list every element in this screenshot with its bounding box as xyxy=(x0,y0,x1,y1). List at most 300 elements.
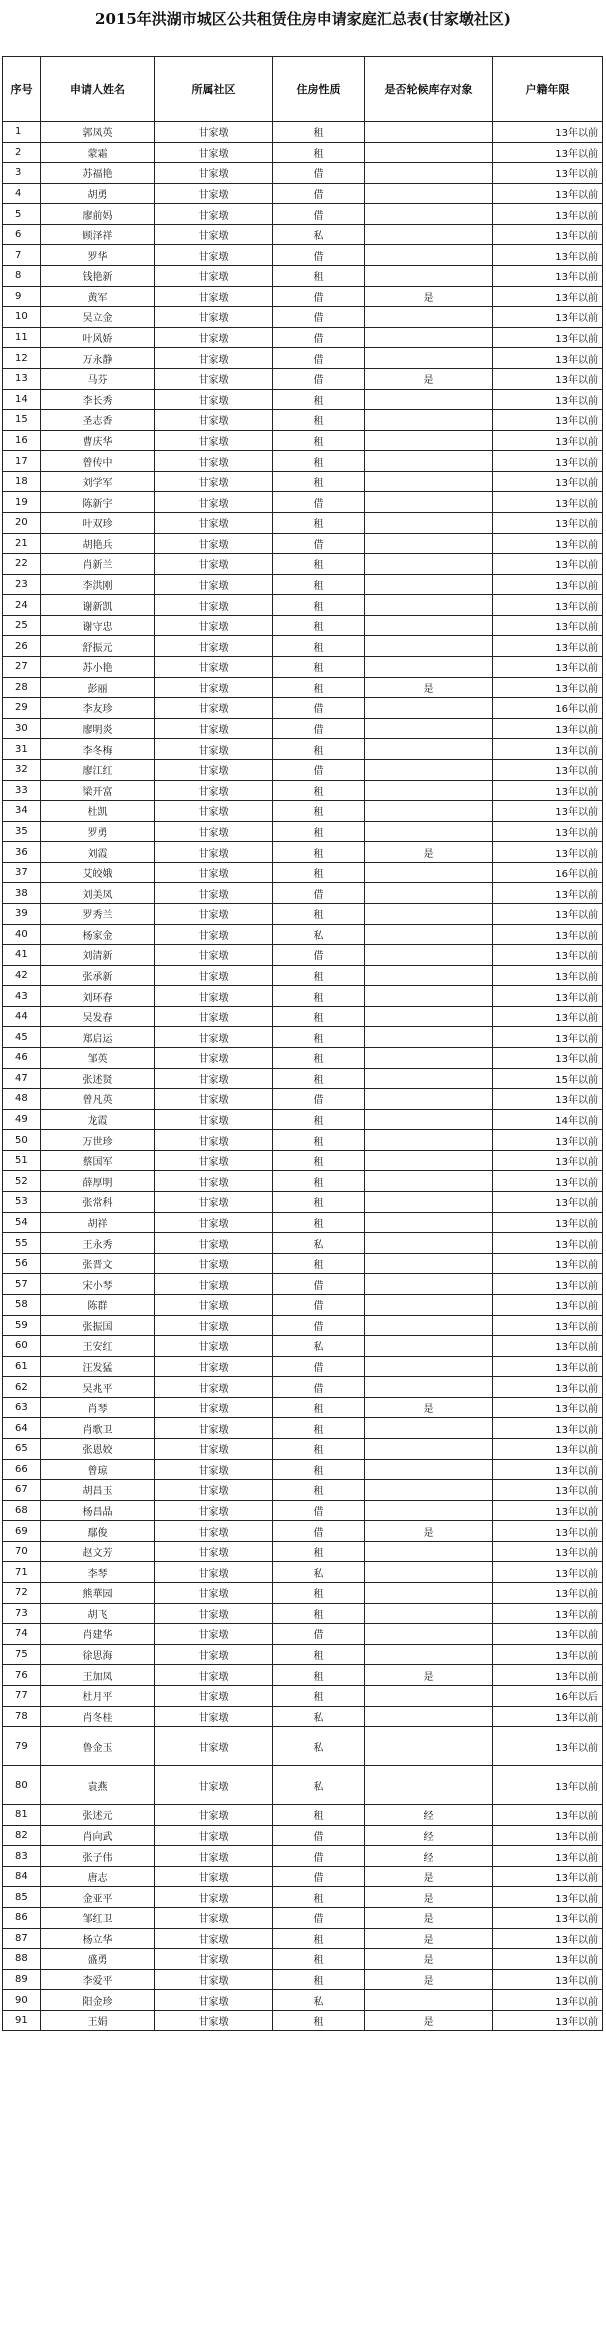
row-community: 甘家墩 xyxy=(155,1068,273,1089)
row-residency: 13年以前 xyxy=(493,718,603,739)
row-housing-type: 租 xyxy=(273,1480,365,1501)
row-residency: 16年以后 xyxy=(493,1685,603,1706)
row-name: 袁燕 xyxy=(41,1766,155,1805)
table-row xyxy=(3,924,603,945)
row-community: 甘家墩 xyxy=(155,1665,273,1686)
row-seq: 33 xyxy=(3,780,41,801)
row-community: 甘家墩 xyxy=(155,368,273,389)
row-housing-type: 租 xyxy=(273,862,365,883)
row-community: 甘家墩 xyxy=(155,1521,273,1542)
row-name: 曾琼 xyxy=(41,1459,155,1480)
row-community: 甘家墩 xyxy=(155,698,273,719)
table-row xyxy=(3,1624,603,1645)
row-housing-type: 租 xyxy=(273,1006,365,1027)
row-seq: 88 xyxy=(3,1949,41,1970)
row-community: 甘家墩 xyxy=(155,1541,273,1562)
row-seq: 82 xyxy=(3,1825,41,1846)
row-community: 甘家墩 xyxy=(155,780,273,801)
row-seq: 13 xyxy=(3,368,41,389)
row-community: 甘家墩 xyxy=(155,1274,273,1295)
row-community: 甘家墩 xyxy=(155,471,273,492)
row-name: 王娟 xyxy=(41,2010,155,2031)
row-waitlist: 是 xyxy=(365,1949,493,1970)
row-residency: 13年以前 xyxy=(493,883,603,904)
row-housing-type: 私 xyxy=(273,1990,365,2011)
row-community: 甘家墩 xyxy=(155,204,273,225)
row-community: 甘家墩 xyxy=(155,224,273,245)
row-name: 曾凡英 xyxy=(41,1089,155,1110)
row-name: 刘美凤 xyxy=(41,883,155,904)
row-waitlist xyxy=(365,430,493,451)
header-name: 申请人姓名 xyxy=(41,57,155,122)
row-community: 甘家墩 xyxy=(155,286,273,307)
row-residency: 13年以前 xyxy=(493,1825,603,1846)
row-community: 甘家墩 xyxy=(155,1397,273,1418)
row-name: 曾传中 xyxy=(41,451,155,472)
table-row xyxy=(3,1766,603,1805)
table-body xyxy=(3,122,603,2031)
row-seq: 36 xyxy=(3,842,41,863)
row-housing-type: 租 xyxy=(273,677,365,698)
row-name: 廖江红 xyxy=(41,759,155,780)
row-name: 张常科 xyxy=(41,1192,155,1213)
row-housing-type: 租 xyxy=(273,1805,365,1826)
row-housing-type: 租 xyxy=(273,1068,365,1089)
row-name: 胡艳兵 xyxy=(41,533,155,554)
table-row xyxy=(3,1027,603,1048)
row-waitlist xyxy=(365,615,493,636)
row-name: 金亚平 xyxy=(41,1887,155,1908)
row-residency: 13年以前 xyxy=(493,1727,603,1766)
table-row xyxy=(3,307,603,328)
row-community: 甘家墩 xyxy=(155,986,273,1007)
row-residency: 13年以前 xyxy=(493,1644,603,1665)
row-community: 甘家墩 xyxy=(155,1418,273,1439)
row-seq: 43 xyxy=(3,986,41,1007)
row-name: 苏福艳 xyxy=(41,163,155,184)
row-waitlist xyxy=(365,698,493,719)
row-name: 苏小艳 xyxy=(41,657,155,678)
row-waitlist xyxy=(365,1109,493,1130)
row-name: 张子伟 xyxy=(41,1846,155,1867)
row-community: 甘家墩 xyxy=(155,1949,273,1970)
row-name: 徐思海 xyxy=(41,1644,155,1665)
row-name: 肖新兰 xyxy=(41,554,155,575)
row-housing-type: 租 xyxy=(273,1665,365,1686)
table-row xyxy=(3,862,603,883)
row-community: 甘家墩 xyxy=(155,1336,273,1357)
row-housing-type: 租 xyxy=(273,1171,365,1192)
row-seq: 72 xyxy=(3,1583,41,1604)
table-header-row xyxy=(3,57,603,122)
row-name: 廖明炎 xyxy=(41,718,155,739)
row-seq: 70 xyxy=(3,1541,41,1562)
row-residency: 13年以前 xyxy=(493,1397,603,1418)
table-row xyxy=(3,986,603,1007)
table-row xyxy=(3,1685,603,1706)
row-seq: 90 xyxy=(3,1990,41,2011)
row-housing-type: 借 xyxy=(273,1846,365,1867)
row-community: 甘家墩 xyxy=(155,1027,273,1048)
row-seq: 3 xyxy=(3,163,41,184)
row-housing-type: 租 xyxy=(273,2010,365,2031)
table-row xyxy=(3,1541,603,1562)
row-seq: 74 xyxy=(3,1624,41,1645)
row-seq: 48 xyxy=(3,1089,41,1110)
row-residency: 13年以前 xyxy=(493,533,603,554)
row-community: 甘家墩 xyxy=(155,903,273,924)
row-name: 汪发猛 xyxy=(41,1356,155,1377)
table-row xyxy=(3,1665,603,1686)
row-name: 张述贤 xyxy=(41,1068,155,1089)
row-name: 肖建华 xyxy=(41,1624,155,1645)
table-row xyxy=(3,183,603,204)
row-name: 盛勇 xyxy=(41,1949,155,1970)
row-waitlist xyxy=(365,512,493,533)
row-housing-type: 租 xyxy=(273,1459,365,1480)
row-seq: 83 xyxy=(3,1846,41,1867)
row-residency: 13年以前 xyxy=(493,142,603,163)
row-waitlist xyxy=(365,1253,493,1274)
row-housing-type: 租 xyxy=(273,780,365,801)
row-community: 甘家墩 xyxy=(155,883,273,904)
row-name: 鄢俊 xyxy=(41,1521,155,1542)
table-row xyxy=(3,327,603,348)
row-seq: 1 xyxy=(3,122,41,143)
row-name: 鲁金玉 xyxy=(41,1727,155,1766)
row-residency: 13年以前 xyxy=(493,1006,603,1027)
row-housing-type: 借 xyxy=(273,204,365,225)
row-waitlist xyxy=(365,1274,493,1295)
row-residency: 13年以前 xyxy=(493,924,603,945)
row-housing-type: 租 xyxy=(273,821,365,842)
table-row xyxy=(3,1866,603,1887)
row-seq: 73 xyxy=(3,1603,41,1624)
table-row xyxy=(3,780,603,801)
row-waitlist xyxy=(365,1294,493,1315)
row-residency: 13年以前 xyxy=(493,410,603,431)
row-housing-type: 租 xyxy=(273,430,365,451)
row-residency: 13年以前 xyxy=(493,1336,603,1357)
table-row xyxy=(3,698,603,719)
table-row xyxy=(3,1887,603,1908)
row-waitlist xyxy=(365,266,493,287)
row-community: 甘家墩 xyxy=(155,1315,273,1336)
row-residency: 13年以前 xyxy=(493,1274,603,1295)
row-name: 圣志香 xyxy=(41,410,155,431)
row-residency: 13年以前 xyxy=(493,986,603,1007)
row-waitlist xyxy=(365,410,493,431)
row-seq: 63 xyxy=(3,1397,41,1418)
row-residency: 13年以前 xyxy=(493,1866,603,1887)
row-community: 甘家墩 xyxy=(155,1006,273,1027)
row-community: 甘家墩 xyxy=(155,410,273,431)
row-waitlist xyxy=(365,1006,493,1027)
row-name: 万永静 xyxy=(41,348,155,369)
row-waitlist xyxy=(365,1233,493,1254)
row-name: 黄军 xyxy=(41,286,155,307)
row-residency: 13年以前 xyxy=(493,2010,603,2031)
row-name: 蔡国军 xyxy=(41,1150,155,1171)
table-row xyxy=(3,1130,603,1151)
row-name: 顾泽祥 xyxy=(41,224,155,245)
row-seq: 7 xyxy=(3,245,41,266)
row-housing-type: 租 xyxy=(273,142,365,163)
row-waitlist xyxy=(365,554,493,575)
row-waitlist xyxy=(365,533,493,554)
table-row xyxy=(3,945,603,966)
row-seq: 60 xyxy=(3,1336,41,1357)
row-seq: 18 xyxy=(3,471,41,492)
row-waitlist xyxy=(365,986,493,1007)
table-row xyxy=(3,1439,603,1460)
row-waitlist xyxy=(365,924,493,945)
row-name: 罗秀兰 xyxy=(41,903,155,924)
row-community: 甘家墩 xyxy=(155,142,273,163)
table-row xyxy=(3,1048,603,1069)
row-residency: 13年以前 xyxy=(493,471,603,492)
row-residency: 13年以前 xyxy=(493,451,603,472)
table-row xyxy=(3,1315,603,1336)
row-seq: 38 xyxy=(3,883,41,904)
row-waitlist xyxy=(365,780,493,801)
row-housing-type: 租 xyxy=(273,1603,365,1624)
row-name: 陈群 xyxy=(41,1294,155,1315)
row-name: 杨家金 xyxy=(41,924,155,945)
row-housing-type: 租 xyxy=(273,595,365,616)
row-waitlist xyxy=(365,224,493,245)
row-housing-type: 租 xyxy=(273,965,365,986)
row-waitlist xyxy=(365,1068,493,1089)
row-seq: 56 xyxy=(3,1253,41,1274)
row-seq: 30 xyxy=(3,718,41,739)
row-residency: 13年以前 xyxy=(493,368,603,389)
row-seq: 28 xyxy=(3,677,41,698)
row-seq: 46 xyxy=(3,1048,41,1069)
row-seq: 34 xyxy=(3,801,41,822)
row-name: 李洪刚 xyxy=(41,574,155,595)
header-residency: 户籍年限 xyxy=(493,57,603,122)
row-residency: 13年以前 xyxy=(493,615,603,636)
row-residency: 13年以前 xyxy=(493,1766,603,1805)
table-row xyxy=(3,1377,603,1398)
row-residency: 13年以前 xyxy=(493,1480,603,1501)
row-housing-type: 私 xyxy=(273,924,365,945)
row-seq: 11 xyxy=(3,327,41,348)
row-housing-type: 租 xyxy=(273,451,365,472)
row-name: 张述元 xyxy=(41,1805,155,1826)
table-row xyxy=(3,163,603,184)
table-row xyxy=(3,471,603,492)
row-housing-type: 借 xyxy=(273,183,365,204)
row-community: 甘家墩 xyxy=(155,533,273,554)
table-row xyxy=(3,451,603,472)
row-residency: 13年以前 xyxy=(493,163,603,184)
row-residency: 13年以前 xyxy=(493,759,603,780)
row-name: 刘清新 xyxy=(41,945,155,966)
table-row xyxy=(3,1706,603,1727)
row-seq: 9 xyxy=(3,286,41,307)
table-row xyxy=(3,677,603,698)
row-name: 薛厚明 xyxy=(41,1171,155,1192)
row-residency: 13年以前 xyxy=(493,512,603,533)
row-name: 熊華园 xyxy=(41,1583,155,1604)
row-seq: 14 xyxy=(3,389,41,410)
row-housing-type: 借 xyxy=(273,307,365,328)
table-row xyxy=(3,492,603,513)
row-residency: 13年以前 xyxy=(493,965,603,986)
row-residency: 15年以前 xyxy=(493,1068,603,1089)
row-name: 吴兆平 xyxy=(41,1377,155,1398)
row-housing-type: 私 xyxy=(273,1336,365,1357)
row-housing-type: 租 xyxy=(273,1027,365,1048)
row-name: 刘霞 xyxy=(41,842,155,863)
row-waitlist: 是 xyxy=(365,368,493,389)
row-name: 谢守忠 xyxy=(41,615,155,636)
row-name: 郑启运 xyxy=(41,1027,155,1048)
row-community: 甘家墩 xyxy=(155,1624,273,1645)
row-waitlist xyxy=(365,1624,493,1645)
row-seq: 45 xyxy=(3,1027,41,1048)
row-housing-type: 租 xyxy=(273,801,365,822)
table-row xyxy=(3,1990,603,2011)
row-housing-type: 私 xyxy=(273,1727,365,1766)
row-housing-type: 租 xyxy=(273,1253,365,1274)
row-waitlist: 是 xyxy=(365,1397,493,1418)
row-residency: 13年以前 xyxy=(493,1089,603,1110)
row-housing-type: 借 xyxy=(273,245,365,266)
row-name: 舒振元 xyxy=(41,636,155,657)
row-waitlist xyxy=(365,1583,493,1604)
row-seq: 47 xyxy=(3,1068,41,1089)
table-row xyxy=(3,554,603,575)
table-row xyxy=(3,1397,603,1418)
table-row xyxy=(3,245,603,266)
row-housing-type: 借 xyxy=(273,348,365,369)
row-waitlist xyxy=(365,718,493,739)
row-waitlist xyxy=(365,1644,493,1665)
row-community: 甘家墩 xyxy=(155,307,273,328)
row-waitlist xyxy=(365,1603,493,1624)
row-residency: 13年以前 xyxy=(493,1192,603,1213)
row-waitlist xyxy=(365,636,493,657)
row-seq: 76 xyxy=(3,1665,41,1686)
row-housing-type: 借 xyxy=(273,759,365,780)
row-community: 甘家墩 xyxy=(155,1644,273,1665)
row-community: 甘家墩 xyxy=(155,1685,273,1706)
table-row xyxy=(3,389,603,410)
row-community: 甘家墩 xyxy=(155,1887,273,1908)
row-community: 甘家墩 xyxy=(155,1562,273,1583)
table-row xyxy=(3,533,603,554)
row-community: 甘家墩 xyxy=(155,842,273,863)
row-name: 张承新 xyxy=(41,965,155,986)
row-community: 甘家墩 xyxy=(155,1171,273,1192)
row-housing-type: 借 xyxy=(273,1274,365,1295)
row-residency: 13年以前 xyxy=(493,327,603,348)
row-housing-type: 租 xyxy=(273,574,365,595)
row-seq: 39 xyxy=(3,903,41,924)
row-seq: 50 xyxy=(3,1130,41,1151)
table-row xyxy=(3,1562,603,1583)
row-seq: 23 xyxy=(3,574,41,595)
row-community: 甘家墩 xyxy=(155,327,273,348)
row-seq: 75 xyxy=(3,1644,41,1665)
row-seq: 80 xyxy=(3,1766,41,1805)
table-row xyxy=(3,842,603,863)
header-housing-type: 住房性质 xyxy=(273,57,365,122)
header-community: 所属社区 xyxy=(155,57,273,122)
row-seq: 84 xyxy=(3,1866,41,1887)
row-community: 甘家墩 xyxy=(155,965,273,986)
row-community: 甘家墩 xyxy=(155,1253,273,1274)
row-community: 甘家墩 xyxy=(155,657,273,678)
row-seq: 5 xyxy=(3,204,41,225)
row-community: 甘家墩 xyxy=(155,430,273,451)
row-waitlist xyxy=(365,471,493,492)
row-seq: 49 xyxy=(3,1109,41,1130)
row-housing-type: 租 xyxy=(273,554,365,575)
row-residency: 13年以前 xyxy=(493,903,603,924)
row-seq: 71 xyxy=(3,1562,41,1583)
table-row xyxy=(3,1805,603,1826)
table-row xyxy=(3,718,603,739)
row-community: 甘家墩 xyxy=(155,739,273,760)
row-residency: 13年以前 xyxy=(493,245,603,266)
row-seq: 42 xyxy=(3,965,41,986)
row-waitlist xyxy=(365,1418,493,1439)
table-row xyxy=(3,286,603,307)
row-community: 甘家墩 xyxy=(155,1089,273,1110)
row-waitlist xyxy=(365,657,493,678)
row-housing-type: 借 xyxy=(273,945,365,966)
row-seq: 55 xyxy=(3,1233,41,1254)
row-waitlist xyxy=(365,1685,493,1706)
table-row xyxy=(3,903,603,924)
row-community: 甘家墩 xyxy=(155,1500,273,1521)
row-name: 赵文芳 xyxy=(41,1541,155,1562)
row-community: 甘家墩 xyxy=(155,1706,273,1727)
table-row xyxy=(3,1928,603,1949)
row-seq: 17 xyxy=(3,451,41,472)
row-housing-type: 借 xyxy=(273,1866,365,1887)
row-waitlist xyxy=(365,1212,493,1233)
table-row xyxy=(3,759,603,780)
row-community: 甘家墩 xyxy=(155,163,273,184)
table-row xyxy=(3,1109,603,1130)
table-row xyxy=(3,1603,603,1624)
table-row xyxy=(3,1418,603,1439)
row-seq: 15 xyxy=(3,410,41,431)
row-seq: 12 xyxy=(3,348,41,369)
row-waitlist xyxy=(365,1336,493,1357)
table-row xyxy=(3,883,603,904)
row-waitlist: 是 xyxy=(365,1969,493,1990)
row-waitlist xyxy=(365,759,493,780)
row-residency: 13年以前 xyxy=(493,183,603,204)
row-housing-type: 借 xyxy=(273,327,365,348)
row-housing-type: 租 xyxy=(273,512,365,533)
table-row xyxy=(3,1949,603,1970)
row-housing-type: 租 xyxy=(273,1109,365,1130)
row-seq: 64 xyxy=(3,1418,41,1439)
table-row xyxy=(3,368,603,389)
row-name: 叶双珍 xyxy=(41,512,155,533)
row-community: 甘家墩 xyxy=(155,1459,273,1480)
row-housing-type: 租 xyxy=(273,1583,365,1604)
row-residency: 13年以前 xyxy=(493,780,603,801)
row-seq: 4 xyxy=(3,183,41,204)
